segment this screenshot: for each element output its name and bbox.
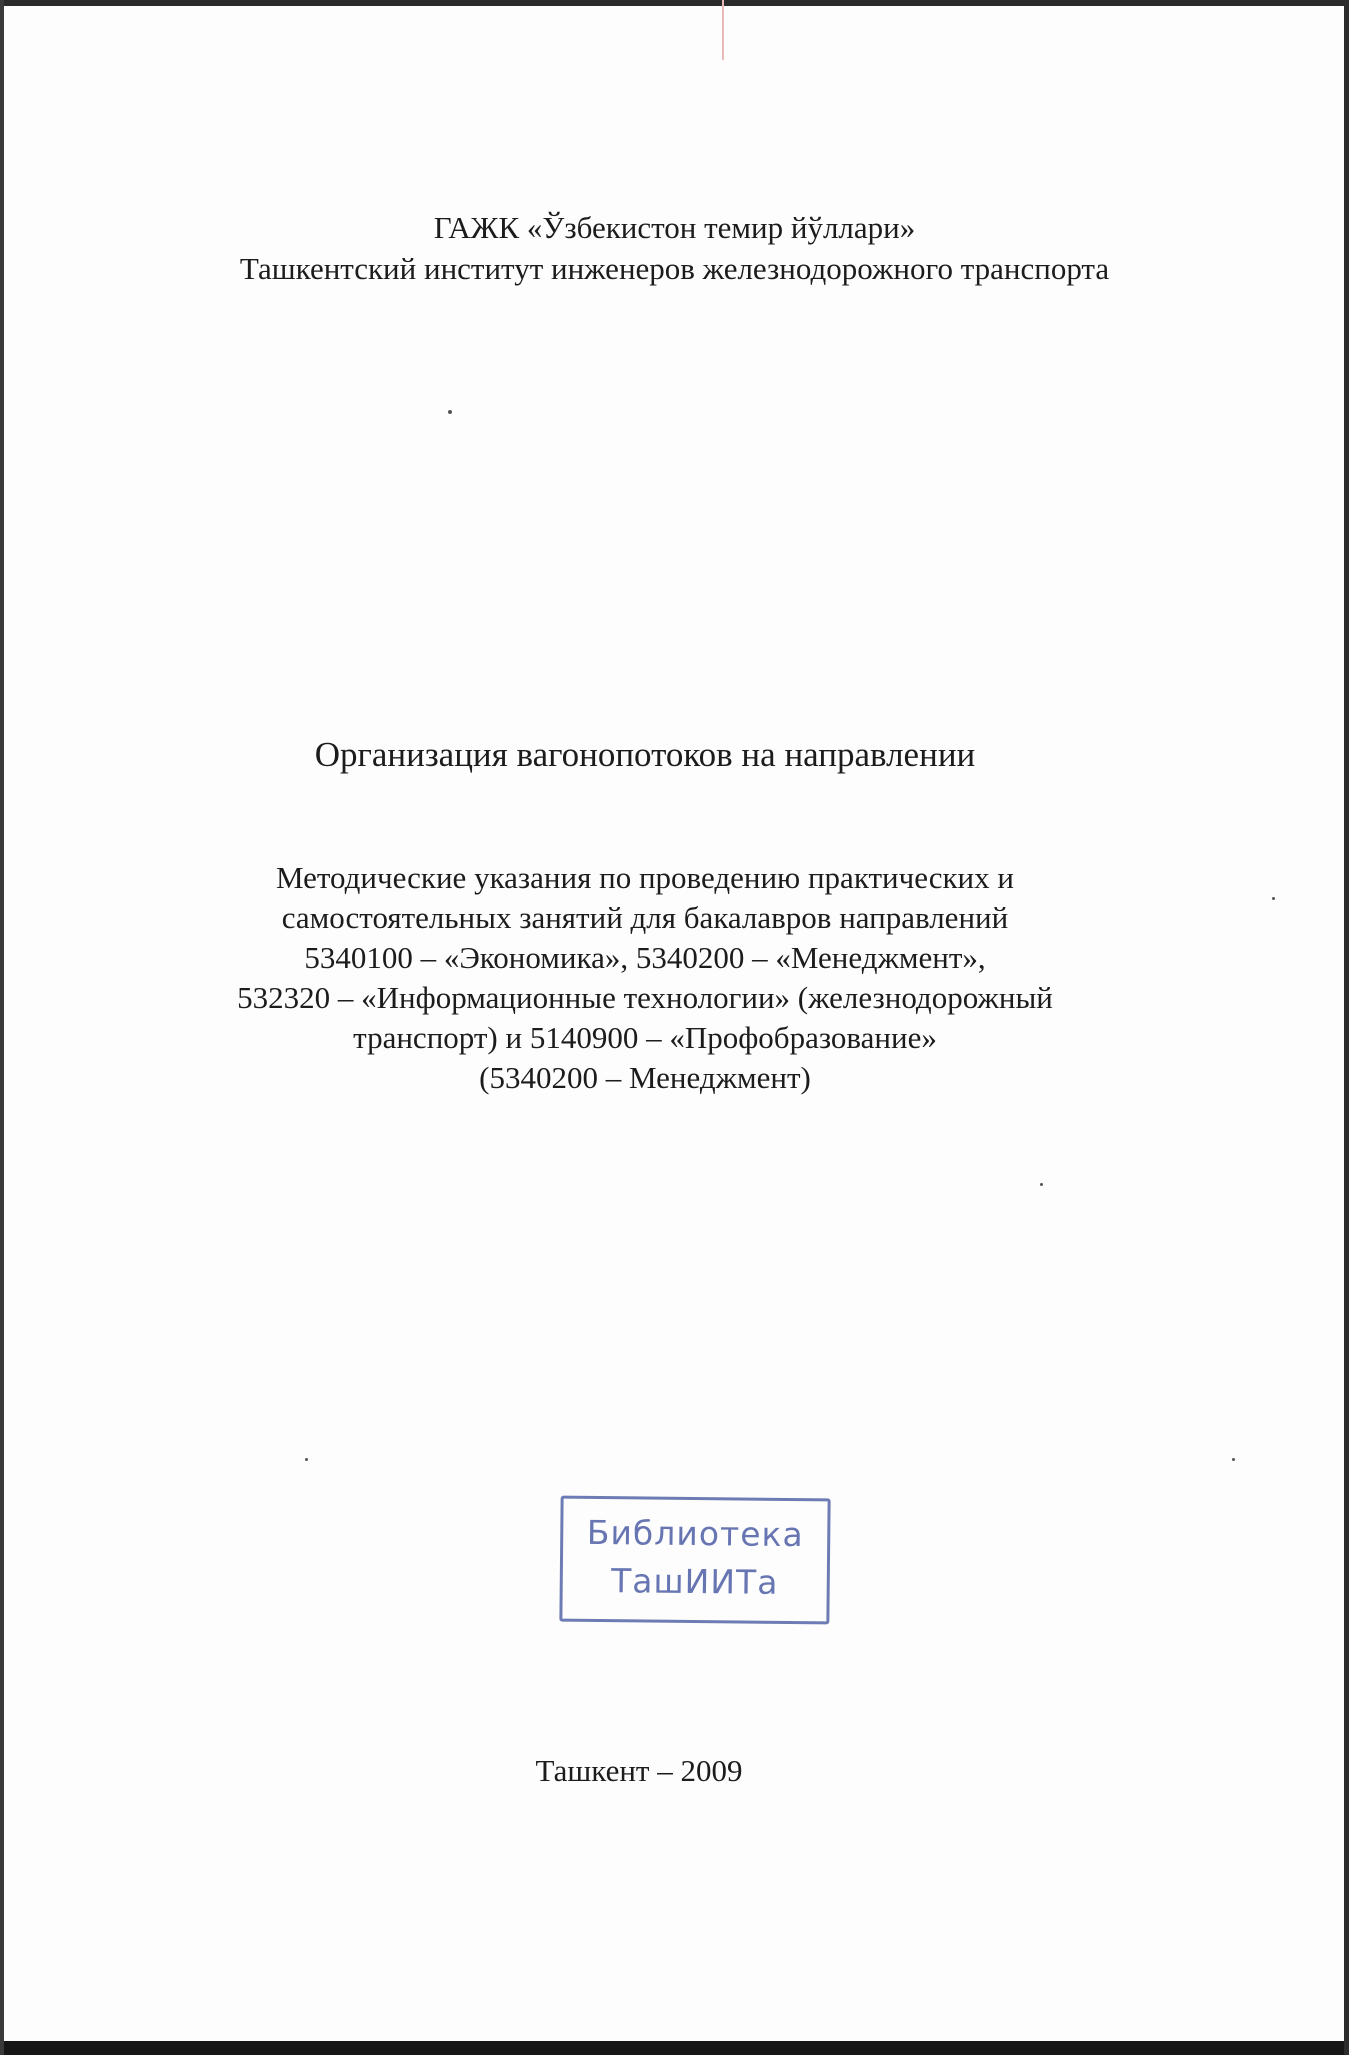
document-title: Организация вагонопотоков на направлении: [314, 735, 976, 774]
scan-speck: [1272, 897, 1275, 900]
subtitle-line: Методические указания по проведению практических и: [276, 860, 1014, 895]
header-institute: Ташкентский институт инженеров железнодорожного транспорта: [239, 251, 1110, 286]
scan-speck: [305, 1458, 308, 1461]
red-scan-mark: [722, 0, 724, 60]
city-year: Ташкент – 2009: [535, 1753, 743, 1788]
scan-speck: [448, 410, 452, 414]
scan-speck: [1040, 1183, 1043, 1186]
subtitle-line: самостоятельных занятий для бакалавров направлений: [281, 900, 1009, 935]
stamp-line-institute: ТашИИТа: [610, 1561, 779, 1602]
scan-border-bottom: [0, 2041, 1349, 2055]
scan-border-right: [1344, 0, 1349, 2055]
subtitle-line: транспорт) и 5140900 – «Профобразование»: [353, 1020, 937, 1055]
institution-header: [0, 207, 1349, 289]
subtitle-line: (5340200 – Менеджмент): [479, 1060, 811, 1095]
stamp-line-library: Библиотека: [586, 1512, 804, 1555]
subtitle-line: 532320 – «Информационные технологии» (железнодорожный: [237, 980, 1053, 1015]
header-organization: ГАЖК «Ўзбекистон темир йўллари»: [433, 210, 916, 245]
document-subtitle: [0, 858, 1290, 1098]
scan-border-top: [0, 0, 1349, 6]
subtitle-line: 5340100 – «Экономика», 5340200 – «Менеджмент»,: [304, 940, 986, 975]
scan-speck: [1232, 1458, 1235, 1461]
library-stamp: [559, 1496, 830, 1625]
